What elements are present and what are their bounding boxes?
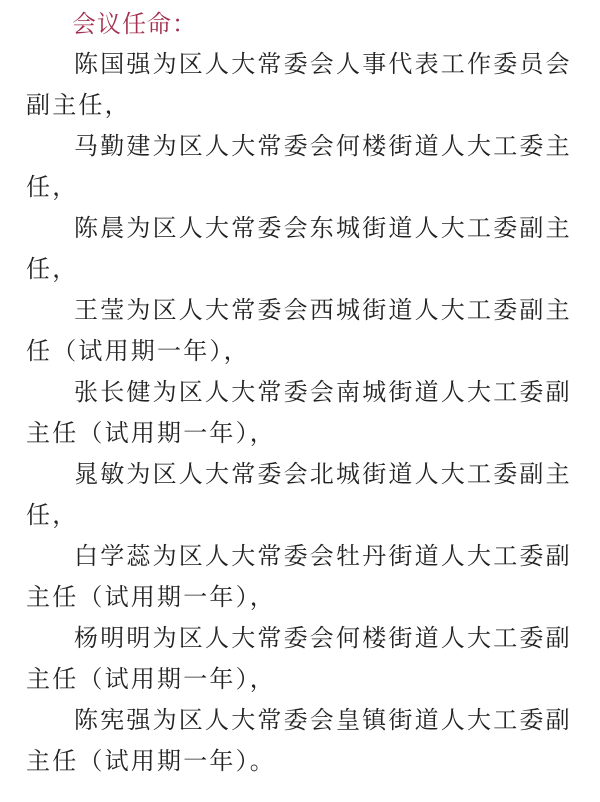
appointment-article — [26, 4, 582, 782]
appointment-item: 陈国强为区人大常委会人事代表工作委员会副主任， — [26, 50, 572, 119]
appointment-item: 陈宪强为区人大常委会皇镇街道人大工委副主任（试用期一年）。 — [26, 706, 572, 775]
appointment-item: 杨明明为区人大常委会何楼街道人大工委副主任（试用期一年）， — [26, 624, 572, 693]
appointment-item: 白学蕊为区人大常委会牡丹街道人大工委副主任（试用期一年）， — [26, 542, 572, 611]
appointment-list — [26, 44, 582, 782]
appointment-item: 马勤建为区人大常委会何楼街道人大工委主任， — [26, 132, 572, 201]
appointment-item: 晁敏为区人大常委会北城街道人大工委副主任， — [26, 460, 572, 529]
appointment-item: 王莹为区人大常委会西城街道人大工委副主任（试用期一年）， — [26, 296, 572, 365]
appointment-item: 陈晨为区人大常委会东城街道人大工委副主任， — [26, 214, 572, 283]
appointment-item: 张长健为区人大常委会南城街道人大工委副主任（试用期一年）， — [26, 378, 572, 447]
section-heading: 会议任命： — [72, 10, 197, 38]
